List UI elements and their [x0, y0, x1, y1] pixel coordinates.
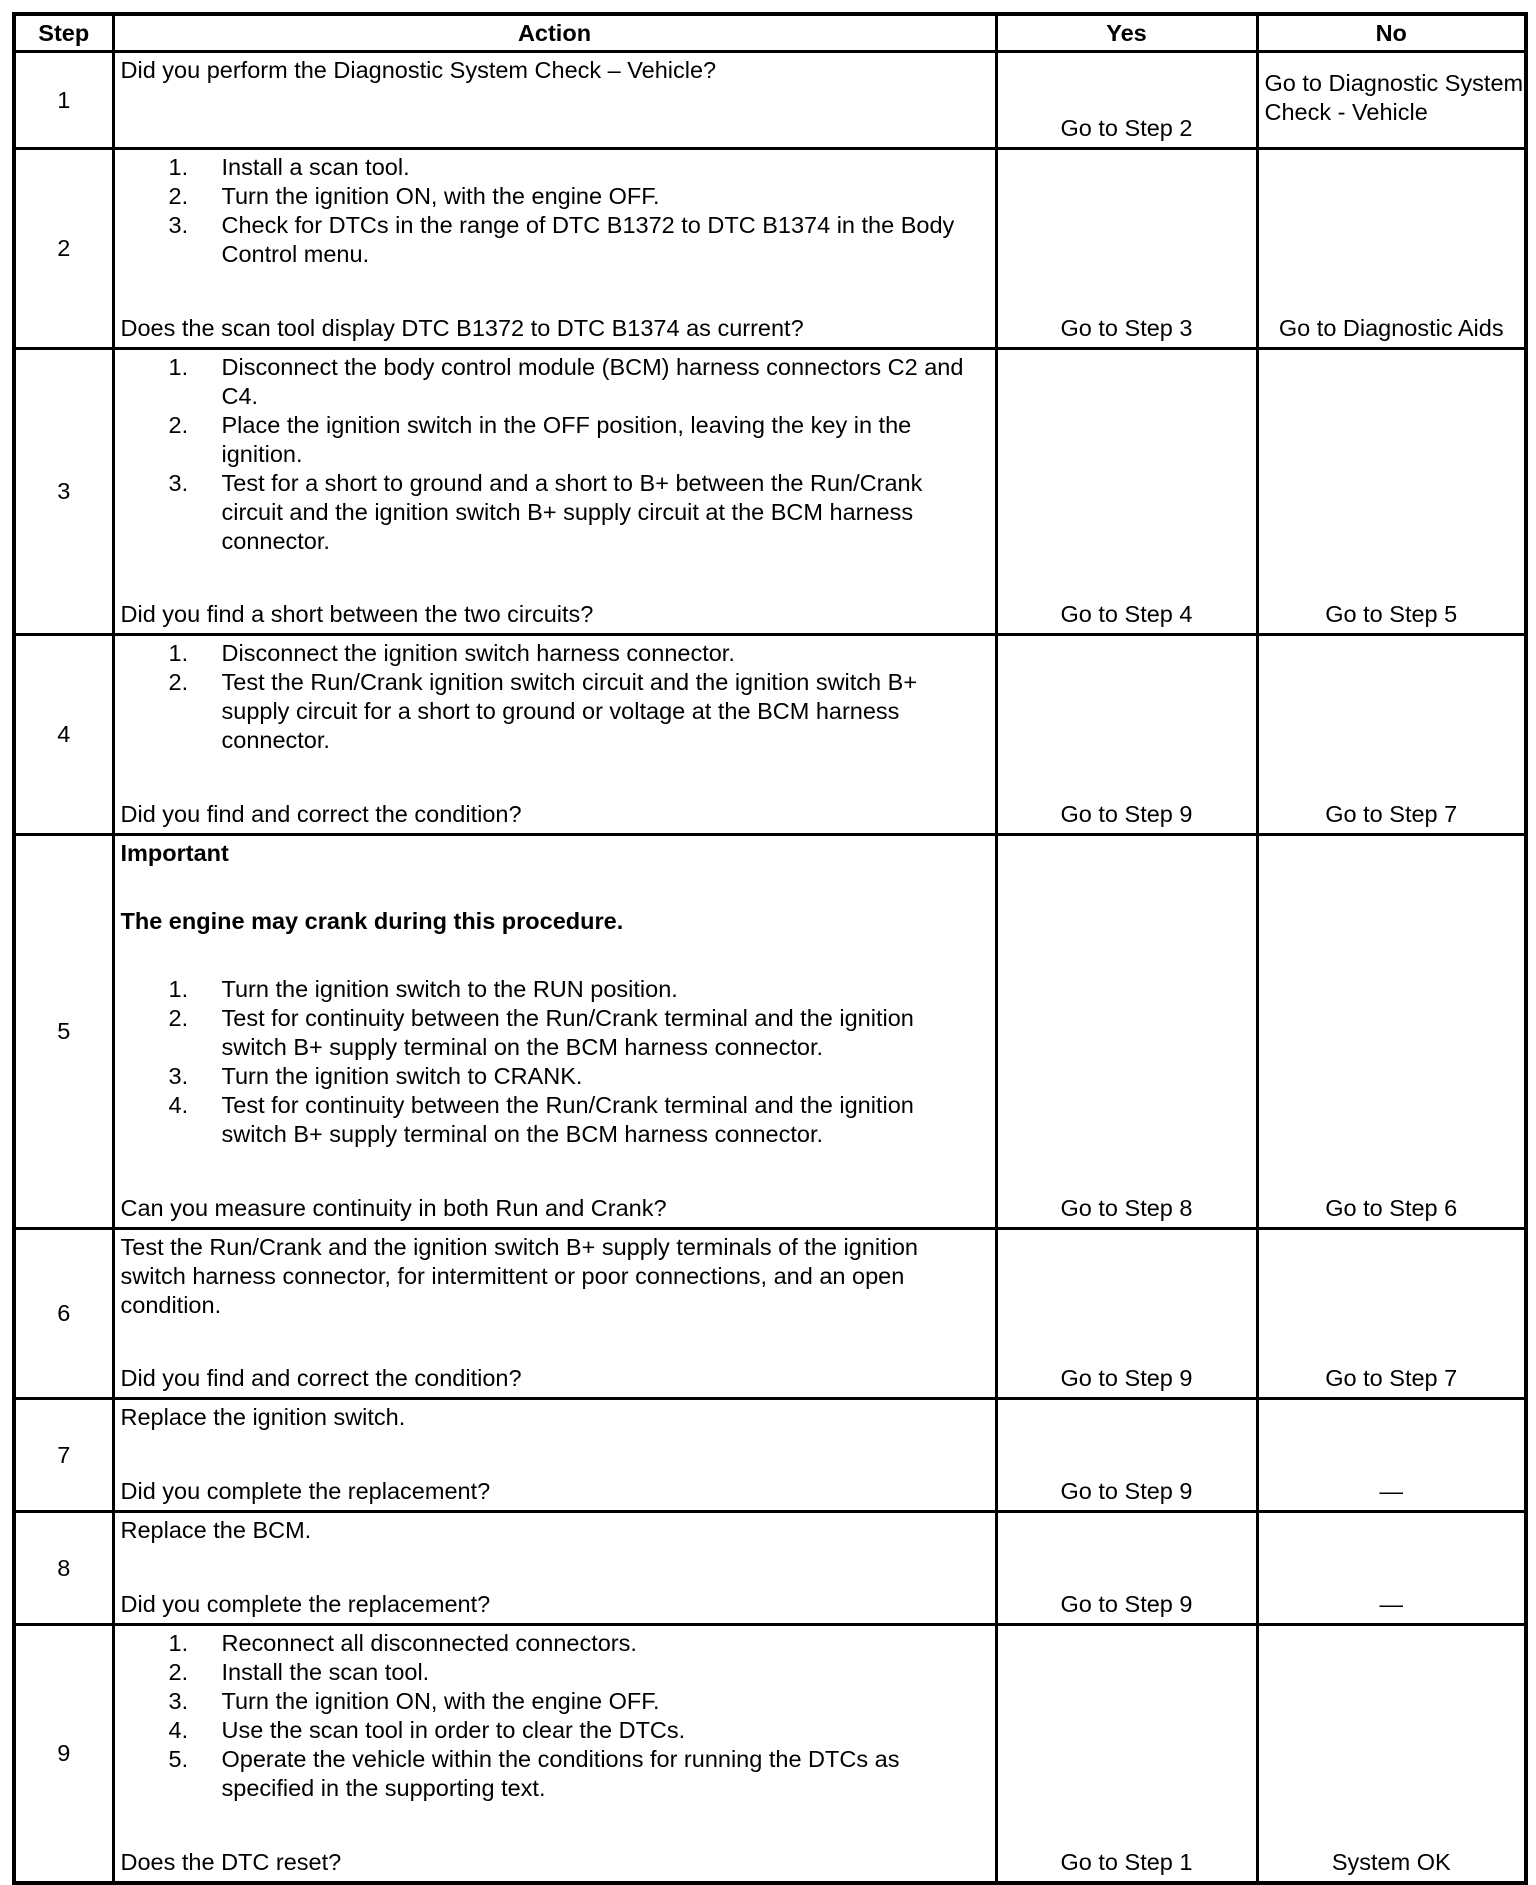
no-result: System OK: [1257, 1625, 1526, 1884]
procedure-list: [121, 353, 989, 556]
no-result: —: [1257, 1399, 1526, 1512]
action-cell: [113, 149, 996, 349]
yes-result: Go to Step 3: [996, 149, 1257, 349]
important-title: Important: [120, 840, 229, 866]
procedure-list: [121, 1629, 989, 1803]
step-number: 3: [14, 349, 113, 635]
list-item: 2. Test the Run/Crank ignition switch circuit and the ignition switch B+ supply circuit for a short to ground or voltage at the BCM harness connector.: [168, 669, 918, 753]
list-item: 2. Test for continuity between the Run/Crank terminal and the ignition switch B+ supply terminal on the BCM harness connector.: [168, 1005, 914, 1060]
yes-result: Go to Step 9: [996, 635, 1257, 835]
action-cell: [113, 635, 996, 835]
table-row: [14, 1229, 1526, 1399]
instruction-text: Replace the ignition switch.: [120, 1404, 406, 1430]
no-result: Go to Step 7: [1257, 1229, 1526, 1399]
question-text: Does the DTC reset?: [120, 1849, 342, 1875]
action-cell: [113, 1512, 996, 1625]
question-text: Can you measure continuity in both Run and Crank?: [120, 1195, 667, 1221]
list-item: 3. Turn the ignition switch to CRANK.: [168, 1063, 583, 1089]
action-cell: [113, 1625, 996, 1884]
table-row: [14, 52, 1526, 149]
instruction-text: Replace the BCM.: [120, 1517, 312, 1543]
question-text: Did you complete the replacement?: [120, 1478, 491, 1504]
no-result: —: [1257, 1512, 1526, 1625]
action-cell: [113, 52, 996, 149]
yes-result: Go to Step 9: [996, 1512, 1257, 1625]
yes-result: Go to Step 9: [996, 1229, 1257, 1399]
no-result: Go to Step 6: [1257, 835, 1526, 1229]
table-row: [14, 1512, 1526, 1625]
yes-result: Go to Step 4: [996, 349, 1257, 635]
list-item: 3. Check for DTCs in the range of DTC B1372 to DTC B1374 in the Body Control menu.: [168, 212, 955, 267]
list-item: 5. Operate the vehicle within the conditions for running the DTCs as specified in the supporting text.: [168, 1746, 900, 1801]
step-number: 1: [14, 52, 113, 149]
question-text: Did you perform the Diagnostic System Check – Vehicle?: [120, 57, 717, 83]
header-yes: Yes: [996, 14, 1257, 52]
list-item: 1. Install a scan tool.: [168, 154, 410, 180]
step-number: 9: [14, 1625, 113, 1884]
action-cell: [113, 349, 996, 635]
question-text: Did you find and correct the condition?: [120, 801, 522, 827]
list-item: 3. Turn the ignition ON, with the engine OFF.: [168, 1688, 660, 1714]
list-item: 1. Turn the ignition switch to the RUN position.: [168, 976, 678, 1002]
question-text: Did you find a short between the two circuits?: [120, 601, 594, 627]
step-number: 4: [14, 635, 113, 835]
step-number: 7: [14, 1399, 113, 1512]
list-item: 4. Use the scan tool in order to clear the DTCs.: [168, 1717, 686, 1743]
no-result: Go to Diagnostic Aids: [1257, 149, 1526, 349]
list-item: 3. Test for a short to ground and a short to B+ between the Run/Crank circuit and the ignition switch B+ supply circuit at the BCM harness connector.: [168, 470, 923, 554]
important-text: The engine may crank during this procedure.: [120, 908, 624, 934]
header-action: Action: [113, 14, 996, 52]
action-cell: [113, 835, 996, 1229]
question-text: Did you find and correct the condition?: [120, 1365, 522, 1391]
yes-result: Go to Step 8: [996, 835, 1257, 1229]
procedure-list: [121, 975, 989, 1149]
table-row: [14, 835, 1526, 1229]
diagnostic-table: [12, 12, 1528, 1885]
list-item: 1. Reconnect all disconnected connectors.: [168, 1630, 637, 1656]
yes-result: Go to Step 9: [996, 1399, 1257, 1512]
yes-result: Go to Step 1: [996, 1625, 1257, 1884]
question-text: Does the scan tool display DTC B1372 to DTC B1374 as current?: [120, 315, 804, 341]
list-item: 2. Turn the ignition ON, with the engine OFF.: [168, 183, 660, 209]
table-row: [14, 149, 1526, 349]
procedure-list: [121, 639, 989, 755]
header-step: Step: [14, 14, 113, 52]
table-row: [14, 349, 1526, 635]
table-header-row: [14, 14, 1526, 52]
table-row: [14, 1399, 1526, 1512]
procedure-list: [121, 153, 989, 269]
table-row: [14, 635, 1526, 835]
list-item: 2. Install the scan tool.: [168, 1659, 430, 1685]
list-item: 4. Test for continuity between the Run/Crank terminal and the ignition switch B+ supply terminal on the BCM harness connector.: [168, 1092, 914, 1147]
list-item: 2. Place the ignition switch in the OFF position, leaving the key in the ignition.: [168, 412, 912, 467]
step-number: 5: [14, 835, 113, 1229]
table-row: [14, 1625, 1526, 1884]
yes-result: Go to Step 2: [996, 52, 1257, 149]
header-no: No: [1257, 14, 1526, 52]
step-number: 2: [14, 149, 113, 349]
instruction-text: Test the Run/Crank and the ignition switch B+ supply terminals of the ignition switch harness connector, for intermittent or poor connections, and an open condition.: [120, 1234, 918, 1318]
no-result: Go to Step 7: [1257, 635, 1526, 835]
no-result: Go to Diagnostic System Check - Vehicle: [1257, 52, 1526, 149]
step-number: 8: [14, 1512, 113, 1625]
action-cell: [113, 1229, 996, 1399]
question-text: Did you complete the replacement?: [120, 1591, 491, 1617]
list-item: 1. Disconnect the body control module (BCM) harness connectors C2 and C4.: [168, 354, 964, 409]
list-item: 1. Disconnect the ignition switch harness connector.: [168, 640, 735, 666]
step-number: 6: [14, 1229, 113, 1399]
no-result: Go to Step 5: [1257, 349, 1526, 635]
action-cell: [113, 1399, 996, 1512]
